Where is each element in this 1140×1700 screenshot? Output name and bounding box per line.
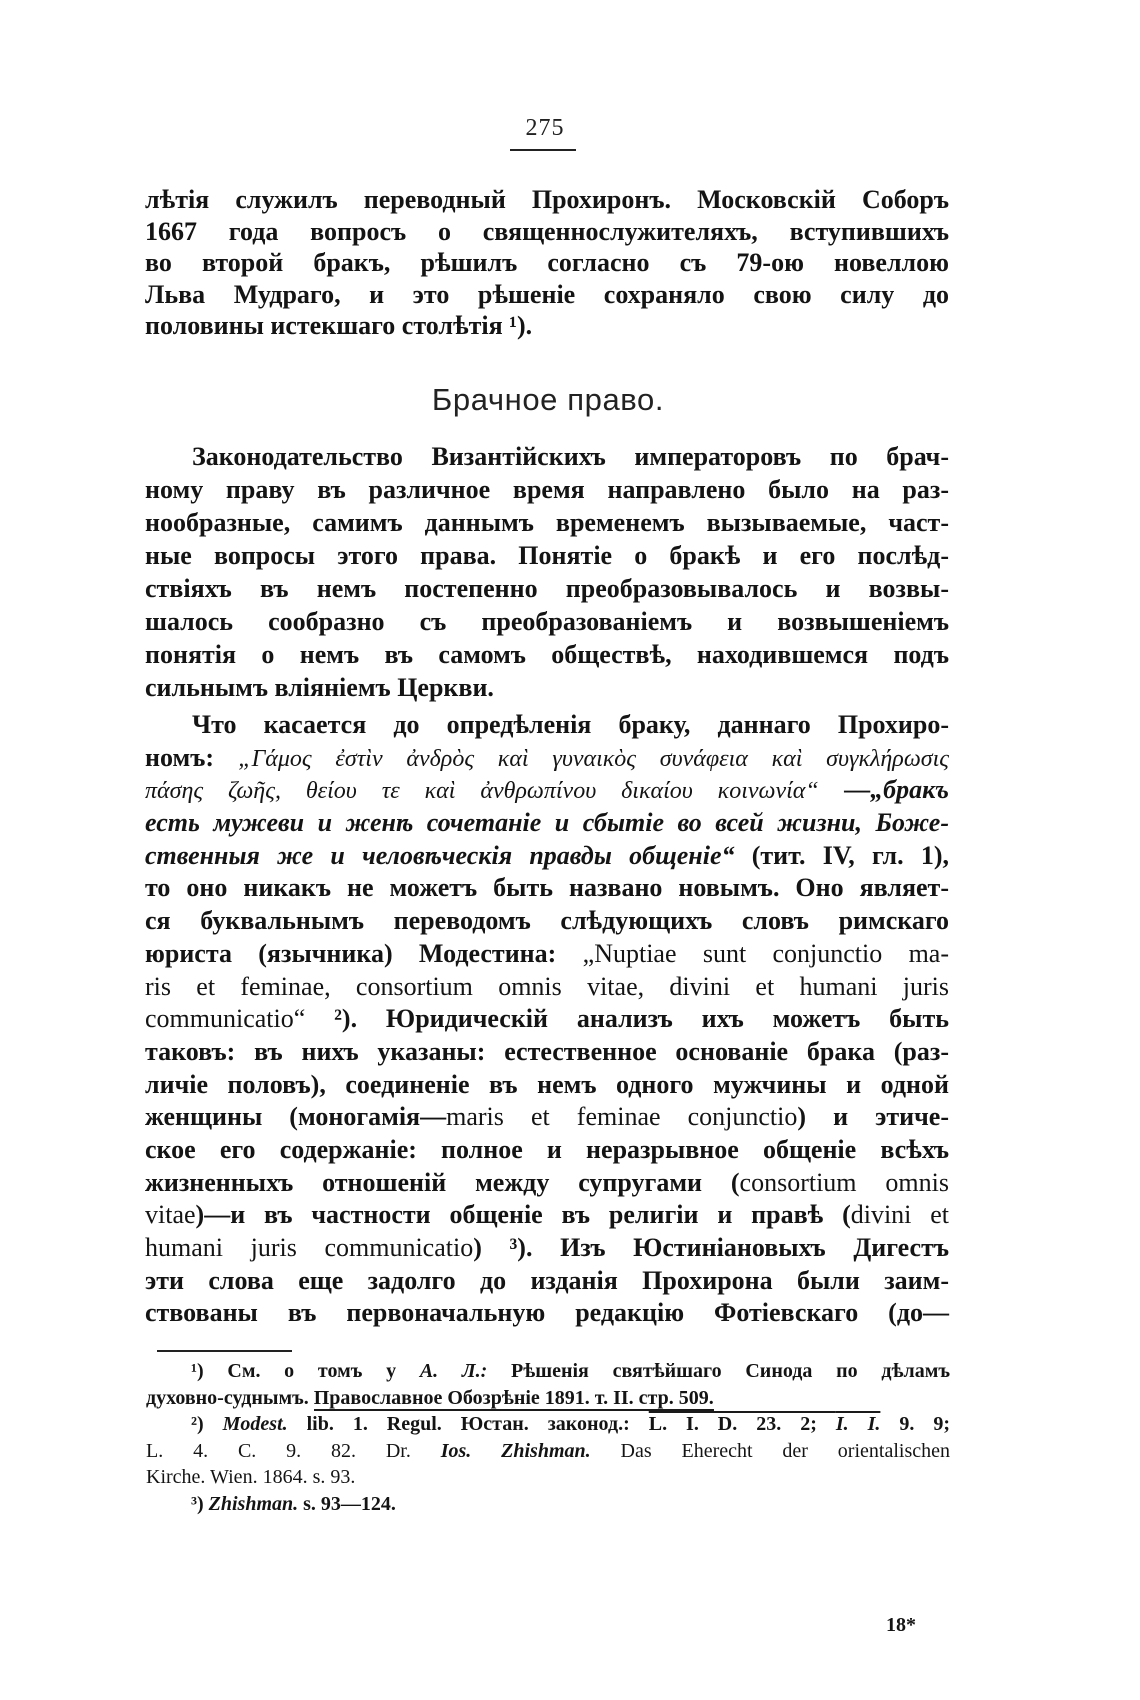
text-line	[145, 1167, 949, 1200]
text-line	[145, 774, 949, 807]
latin-quote: vitae	[145, 1200, 196, 1230]
text-segment: ³)	[191, 1492, 209, 1515]
latin-quote: consortium omnis	[739, 1167, 949, 1197]
emphasis-translation: есть мужеви и женѣ сочетаніе и сбытіе во всей жизни, Боже-	[145, 808, 949, 838]
text-line: то оно никакъ не можетъ быть названо новымъ. Оно являет-	[145, 873, 949, 903]
text-segment: женщины (моногамія—	[145, 1102, 447, 1132]
text-segment: ¹) См. о томъ у	[191, 1360, 420, 1382]
text-segment: (тит. IV, гл. 1),	[734, 840, 949, 870]
text-segment: юриста (язычника) Модестина:	[145, 938, 583, 968]
page-number: 275	[525, 115, 565, 141]
text-line: ся буквальнымъ переводомъ слѣдующихъ словъ римскаго	[145, 906, 949, 936]
footnote-line	[146, 1385, 950, 1412]
latin-quote: divini et	[850, 1200, 950, 1230]
emphasis-translation: „бракъ	[870, 775, 950, 805]
text-line	[145, 742, 949, 775]
text-segment: жизненныхъ отношеній между супругами (	[145, 1167, 740, 1197]
paragraph-marriage-definition	[145, 709, 949, 1330]
text-line: сильнымъ вліяніемъ Церкви.	[145, 673, 494, 702]
printer-signature-mark: 18*	[886, 1614, 916, 1636]
text-line: половины истекшаго столѣтія ¹).	[145, 311, 533, 340]
text-line	[145, 1199, 949, 1232]
text-segment: Рѣшенія святѣйшаго Синода по дѣламъ	[487, 1360, 950, 1382]
page-number-rule	[510, 149, 576, 151]
text-line: эти слова еще задолго до изданія Прохирона были заим-	[145, 1265, 949, 1295]
text-line: ные вопросы этого права. Понятіе о бракѣ и его послѣд-	[145, 541, 949, 570]
text-line: во второй бракъ, рѣшилъ согласно съ 79-ою новеллою	[145, 248, 949, 277]
text-segment: s. 93—124.	[298, 1492, 396, 1515]
footnote-line: Kirche. Wien. 1864. s. 93.	[146, 1466, 356, 1488]
text-segment: Das Eherecht der orientalischen	[590, 1439, 950, 1462]
text-segment: ²). Юридическій анализъ ихъ можетъ быть	[305, 1004, 949, 1034]
text-line: таковъ: въ нихъ указаны: естественное основаніе брака (раз-	[145, 1036, 949, 1066]
text-line	[145, 1101, 949, 1134]
text-segment: духовно-суднымъ.	[146, 1386, 314, 1409]
text-segment: lib. 1. Regul. Юстан. законод.:	[287, 1413, 649, 1435]
latin-quote: ris et feminae, consortium omnis vitae, divini et humani juris	[145, 971, 949, 1001]
text-segment: ) и этиче-	[797, 1102, 949, 1132]
text-line: ному праву въ различное время направлено было на раз-	[145, 475, 949, 504]
paragraph-continuation	[145, 184, 949, 342]
text-line: Что касается до опредѣленія браку, даннаго Прохиро-	[192, 710, 949, 739]
footnote-line	[146, 1411, 950, 1438]
latin-quote: communicatio“	[145, 1004, 306, 1034]
text-segment: ) ³). Изъ Юстиніановыхъ Дигестъ	[473, 1233, 949, 1262]
section-heading: Брачное право.	[431, 382, 665, 417]
greek-quote: „Γάμος ἐστὶν ἀνδρὸς καὶ γυναικὸς συνάφεια καὶ συγκλήρωσις	[238, 745, 950, 772]
text-line: понятія о немъ въ самомъ обществѣ, находившемся подъ	[145, 640, 949, 669]
paragraph-legislation	[145, 440, 949, 704]
text-line: ствованы въ первоначальную редакцію Фотіевскаго (до—	[145, 1298, 949, 1328]
text-line: Законодательство Византійскихъ императоровъ по брач-	[192, 442, 949, 471]
text-line	[145, 938, 949, 971]
text-line: лѣтія служилъ переводный Прохиронъ. Московскій Соборъ	[145, 185, 949, 214]
source-name: Modest.	[222, 1413, 288, 1435]
author-name: Zhishman.	[208, 1492, 299, 1515]
text-line: личіе половъ), соединеніе въ немъ одного мужчины и одной	[145, 1069, 949, 1099]
greek-quote: πάσης ζωῆς, θείου τε καὶ ἀνθρωπίνου δικαίου κοινωνία“	[145, 778, 819, 805]
text-segment: —	[818, 775, 871, 805]
footnote-line	[146, 1358, 950, 1385]
text-line: ское его содержаніе: полное и неразрывное общеніе всѣхъ	[145, 1134, 949, 1164]
text-line	[145, 1003, 949, 1036]
text-segment: номъ:	[145, 742, 239, 772]
text-segment: L. 4. C. 9. 82. Dr.	[146, 1439, 441, 1462]
text-line	[145, 840, 949, 873]
text-line: шалось сообразно съ преобразованіемъ и возвышеніемъ	[145, 607, 949, 636]
footnote-line	[146, 1491, 950, 1518]
latin-quote: humani juris communicatio	[145, 1233, 474, 1262]
text-line: Льва Мудраго, и это рѣшеніе сохраняло свою силу до	[145, 279, 949, 309]
latin-quote: maris et feminae conjunctio	[446, 1102, 798, 1132]
text-segment: ²)	[191, 1413, 223, 1435]
pen-marked-reference: L. I. D. 23. 2;	[648, 1413, 836, 1435]
text-line: нообразные, самимъ даннымъ временемъ вызываемые, част-	[145, 508, 949, 537]
text-segment: )—и въ частности общеніе въ религіи и правѣ (	[195, 1200, 851, 1230]
footnote-line	[146, 1438, 950, 1465]
author-initials: А. Л.:	[419, 1360, 488, 1382]
text-line	[145, 1232, 949, 1265]
latin-quote: „Nuptiae sunt conjunctio ma-	[582, 938, 949, 968]
footnotes	[146, 1358, 950, 1517]
author-name: Ios. Zhishman.	[440, 1439, 591, 1462]
pen-underlined-citation: Православное Обозрѣніе 1891. т. II. стр. 509.	[313, 1386, 714, 1409]
footnote-rule	[157, 1350, 292, 1352]
pen-marked-reference: I. I.	[835, 1413, 881, 1435]
text-line: ствіяхъ въ немъ постепенно преобразовывалось и возвы-	[145, 574, 949, 603]
emphasis-translation: ственныя же и человѣческія правды общеніе“	[145, 840, 735, 870]
text-line: 1667 года вопросъ о священнослужителяхъ, вступившихъ	[145, 216, 949, 246]
text-segment: 9. 9;	[880, 1413, 950, 1435]
